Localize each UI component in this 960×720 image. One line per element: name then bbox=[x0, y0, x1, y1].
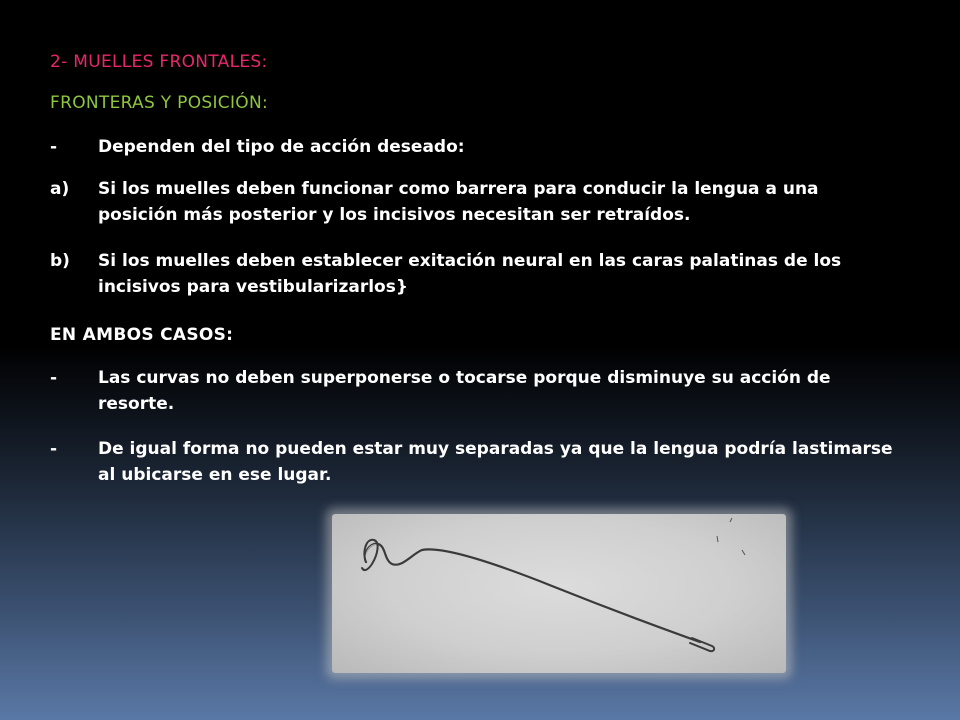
list-item-text: Si los muelles deben funcionar como barrera para conducir la lengua a una posición más posterior y los incisivos necesitan ser retraídos. bbox=[98, 179, 819, 225]
wire-spring-photo bbox=[332, 514, 786, 673]
subtitle: FRONTERAS Y POSICIÓN: bbox=[50, 93, 268, 113]
wire-spring-icon bbox=[332, 514, 786, 673]
list-marker: - bbox=[50, 137, 58, 157]
list-item-text: Dependen del tipo de acción deseado: bbox=[98, 137, 465, 157]
list-item-text: Si los muelles deben establecer exitación neural en las caras palatinas de los incisivos para vestibularizarlos} bbox=[98, 251, 842, 297]
list-marker: - bbox=[50, 368, 58, 388]
list-item bbox=[50, 365, 900, 417]
list-item bbox=[50, 134, 900, 160]
both-cases-heading: EN AMBOS CASOS: bbox=[50, 325, 234, 345]
list-item bbox=[50, 436, 900, 488]
list-item bbox=[50, 176, 900, 228]
list-item bbox=[50, 248, 900, 300]
section-title: 2- MUELLES FRONTALES: bbox=[50, 52, 268, 72]
list-marker: b) bbox=[50, 251, 70, 271]
list-item-text: Las curvas no deben superponerse o tocarse porque disminuye su acción de resorte. bbox=[98, 368, 831, 414]
list-item-text: De igual forma no pueden estar muy separadas ya que la lengua podría lastimarse al ubicarse en ese lugar. bbox=[98, 439, 893, 485]
list-marker: a) bbox=[50, 179, 70, 199]
list-marker: - bbox=[50, 439, 58, 459]
